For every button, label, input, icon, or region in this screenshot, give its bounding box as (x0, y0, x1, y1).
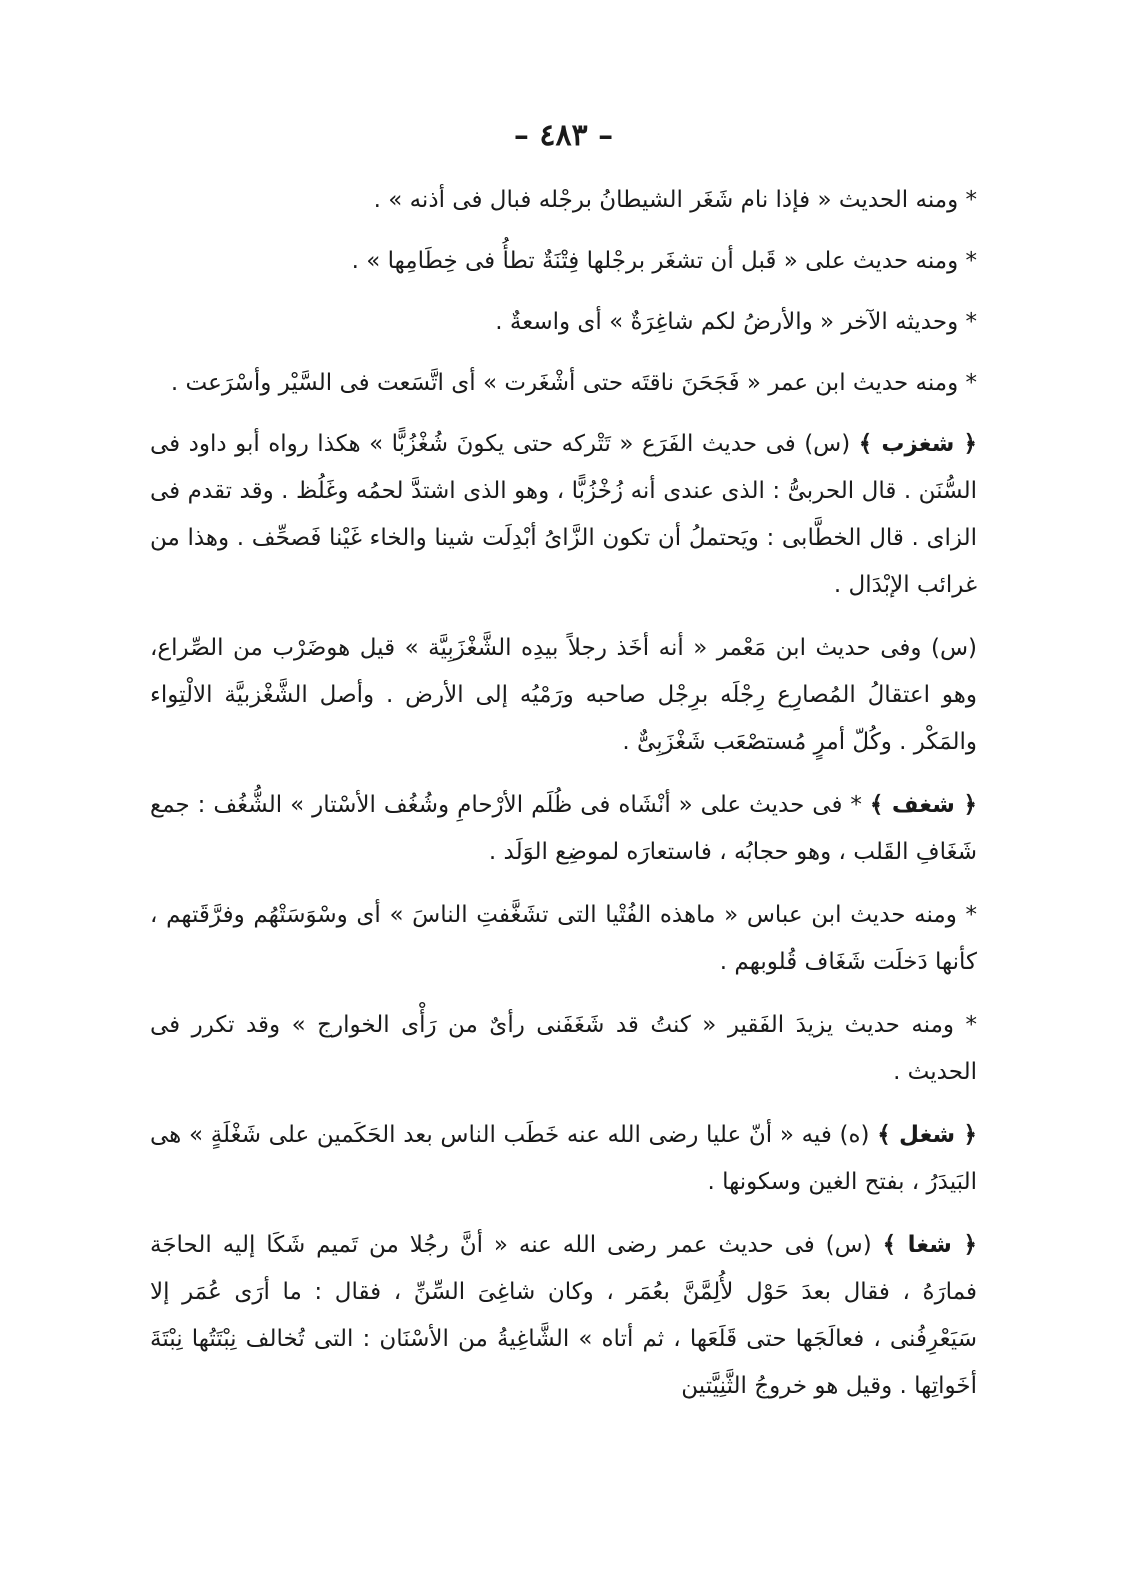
paragraph-8 (150, 892, 977, 986)
paragraph-6 (150, 625, 977, 766)
entry-heading: ﴿ شغف ﴾ (869, 792, 978, 818)
paragraph-text: (س) فى حديث عمر رضى الله عنه « أنَّ رجُلا من تَميم شَكَا إليه الحاجَة فمارَهُ ، فقال بعدَ حَوْل لأُلِمَّنَّ بعُمَر ، وكان شاغِىَ السِّنِّ ، فقال : ما أرَى عُمَر إلا سَيَعْرِفُنى ، فعالَجَها حتى قَلَعَها ، ثم أتاه » الشَّاغِيةُ من الأسْنَان : التى تُخالف نِبْتَتُها نِبْتَةَ أخَواتِها . وقيل هو خروجُ الثَّنِيَّتين (150, 1232, 977, 1399)
paragraph-text: (س) وفى حديث ابن مَعْمر « أنه أخَذ رجلاً بيدِه الشَّغْزَبِيَّة » قيل هوضَرْب من الصِّراع، وهو اعتقالُ المُصارِع رِجْلَه برِجْل صاحبه ورَمْيُه إلى الأرض . وأصل الشَّغْزبيَّة الالْتِواء والمَكْر . وكُلّ أمرٍ مُستصْعَب شَغْزَبِىٌّ . (150, 635, 977, 755)
paragraph-3 (150, 299, 977, 346)
paragraph-text: * ومنه حديث على « قَبل أن تشغَر برجْلها فِتْنَةٌ تطأُ فى خِطَامِها » . (351, 248, 977, 274)
paragraph-text: (س) فى حديث الفَرَع « تَتْركه حتى يكونَ شُغْزُبًّا » هكذا رواه أبو داود فى السُّنَن . قال الحربىُّ : الذى عندى أنه زُخْزُبًّا ، وهو الذى اشتدَّ لحمُه وغَلُظ . وقد تقدم فى الزاى . قال الخطَّابى : ويَحتملُ أن تكون الزَّاىُ أبْدِلَت شينا والخاء غَيْنا فَصحِّف . وهذا من غرائب الإبْدَال . (150, 431, 977, 598)
entry-shagha (150, 1222, 977, 1410)
page-number: – ٤٨٣ – (513, 118, 614, 153)
paragraph-text: * ومنه حديث ابن عمر « فَجَحَنَ ناقتَه حتى أشْغَرت » أى اتَّسَعت فى السَّيْر وأسْرَعت . (170, 370, 977, 396)
paragraph-9 (150, 1002, 977, 1096)
paragraph-text: * وحديثه الآخر « والأرضُ لكم شاغِرَةٌ » أى واسعةٌ . (495, 309, 977, 335)
paragraph-text: * فى حديث على « أنْشَاه فى ظُلَم الأرْحامِ وشُغُف الأسْتار » الشُّغُف : جمع شَغَافِ القَلب ، وهو حجابُه ، فاستعارَه لموضِع الوَلَد . (150, 792, 977, 865)
entry-shaghaf (150, 782, 977, 876)
paragraph-text: * ومنه حديث ابن عباس « ماهذه الفُتْيا التى تشَغَّفتِ الناسَ » أى وسْوَسَتْهُم وفرَّقَتهم ، كأنها دَخلَت شَغَاف قُلوبهم . (150, 902, 977, 975)
entry-heading: ﴿ شغزب ﴾ (858, 431, 977, 457)
paragraph-1 (150, 177, 977, 224)
entry-heading: ﴿ شغل ﴾ (877, 1122, 978, 1148)
entry-shaghal (150, 1112, 977, 1206)
entry-heading: ﴿ شغا ﴾ (882, 1232, 977, 1258)
paragraph-text: (ه) فيه « أنّ عليا رضى الله عنه خَطَب الناس بعد الحَكَمين على شَغْلَةٍ » هى البَيدَرُ ، بفتح الغين وسكونها . (150, 1122, 977, 1195)
paragraph-2 (150, 238, 977, 285)
paragraph-4 (150, 360, 977, 407)
paragraph-text: * ومنه حديث يزيدَ الفَقير « كنتُ قد شَغَفَنى رأىٌ من رَأْى الخوارج » وقد تكرر فى الحديث . (150, 1012, 977, 1085)
paragraph-text: * ومنه الحديث « فإذا نام شَغَر الشيطانُ برجْله فبال فى أذنه » . (373, 187, 977, 213)
entry-shaghzab (150, 421, 977, 609)
